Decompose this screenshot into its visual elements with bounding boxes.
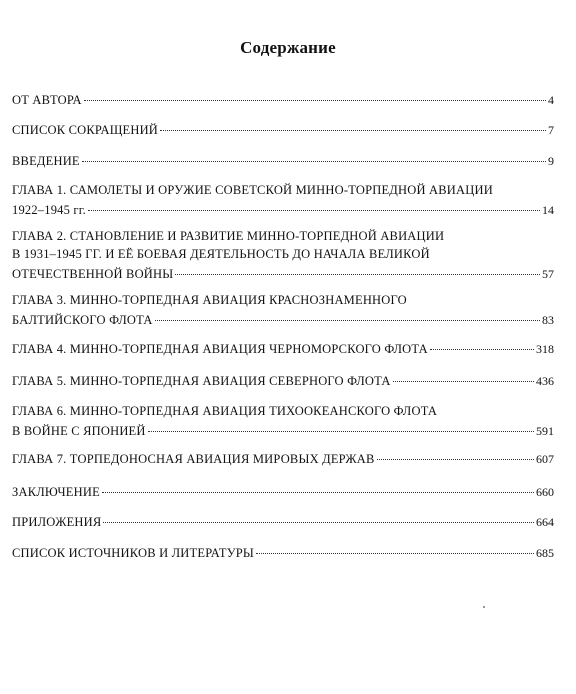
toc-entry-title: ЗАКЛЮЧЕНИЕ: [12, 485, 100, 499]
toc-entry-title: ОТ АВТОРА: [12, 93, 82, 107]
toc-entry: [12, 227, 554, 283]
dot-leader: [175, 260, 540, 275]
toc-entry: [12, 448, 554, 468]
toc-page-number: 664: [536, 515, 554, 529]
dot-leader: [88, 196, 540, 211]
dot-leader: [148, 417, 534, 432]
toc-page-number: 607: [536, 452, 554, 466]
toc-page-number: 436: [536, 374, 554, 388]
toc-page-number: 660: [536, 485, 554, 499]
toc-entry-title: В ВОЙНЕ С ЯПОНИЕЙ: [12, 424, 146, 438]
toc-entry-title: ГЛАВА 3. МИННО-ТОРПЕДНАЯ АВИАЦИЯ КРАСНОЗНАМЕННОГО: [12, 293, 407, 307]
dot-leader: [256, 539, 534, 554]
toc-entry: [12, 291, 554, 329]
toc-entry-title: ГЛАВА 4. МИННО-ТОРПЕДНАЯ АВИАЦИЯ ЧЕРНОМОРСКОГО ФЛОТА: [12, 342, 428, 356]
toc-entry: [12, 511, 554, 531]
toc-entry: [12, 402, 554, 440]
toc-entry: [12, 542, 554, 562]
toc-entry-title: В 1931–1945 ГГ. И ЕЁ БОЕВАЯ ДЕЯТЕЛЬНОСТЬ ДО НАЧАЛА ВЕЛИКОЙ: [12, 247, 430, 261]
toc-entry-title: БАЛТИЙСКОГО ФЛОТА: [12, 313, 153, 327]
dot-leader: [160, 116, 546, 131]
toc-page-number: 57: [542, 267, 554, 281]
toc-page-number: 14: [542, 203, 554, 217]
toc-entry-title: ГЛАВА 6. МИННО-ТОРПЕДНАЯ АВИАЦИЯ ТИХООКЕАНСКОГО ФЛОТА: [12, 404, 438, 418]
toc-entry-title: ГЛАВА 5. МИННО-ТОРПЕДНАЯ АВИАЦИЯ СЕВЕРНОГО ФЛОТА: [12, 374, 391, 388]
toc-page-number: 4: [548, 93, 554, 107]
toc-entry: [12, 370, 554, 390]
toc-entry-title: ГЛАВА 1. САМОЛЕТЫ И ОРУЖИЕ СОВЕТСКОЙ МИННО-ТОРПЕДНОЙ АВИАЦИИ: [12, 183, 493, 197]
toc-entry: [12, 181, 554, 219]
dot-leader: [102, 478, 534, 493]
dot-leader: [155, 306, 540, 321]
dot-leader: [377, 445, 534, 460]
dot-leader: [393, 367, 534, 382]
scan-speck: [483, 606, 485, 608]
toc-entry: [12, 338, 554, 358]
toc-entry: [12, 89, 554, 109]
toc-page-number: 685: [536, 546, 554, 560]
toc-page-number: 83: [542, 313, 554, 327]
table-of-contents: [12, 0, 554, 694]
toc-entry-title: 1922–1945 гг.: [12, 203, 86, 217]
toc-entry-title: ПРИЛОЖЕНИЯ: [12, 515, 102, 529]
toc-entry-title: ОТЕЧЕСТВЕННОЙ ВОЙНЫ: [12, 267, 174, 281]
toc-page-number: 9: [548, 154, 554, 168]
toc-page-number: 318: [536, 342, 554, 356]
toc-entry: [12, 481, 554, 501]
toc-entry-title: ГЛАВА 2. СТАНОВЛЕНИЕ И РАЗВИТИЕ МИННО-ТОРПЕДНОЙ АВИАЦИИ: [12, 229, 445, 243]
toc-entry-title: СПИСОК СОКРАЩЕНИЙ: [12, 123, 159, 137]
dot-leader: [430, 335, 534, 350]
toc-entry: [12, 150, 554, 170]
toc-entry-title: СПИСОК ИСТОЧНИКОВ И ЛИТЕРАТУРЫ: [12, 546, 255, 560]
dot-leader: [103, 508, 534, 523]
toc-entry-title: ГЛАВА 7. ТОРПЕДОНОСНАЯ АВИАЦИЯ МИРОВЫХ ДЕРЖАВ: [12, 452, 375, 466]
toc-entry: [12, 119, 554, 139]
page-title: Содержание: [240, 38, 336, 57]
toc-page-number: 591: [536, 424, 554, 438]
dot-leader: [84, 86, 546, 101]
dot-leader: [82, 147, 546, 162]
toc-entry-title: ВВЕДЕНИЕ: [12, 154, 80, 168]
toc-page-number: 7: [548, 123, 554, 137]
